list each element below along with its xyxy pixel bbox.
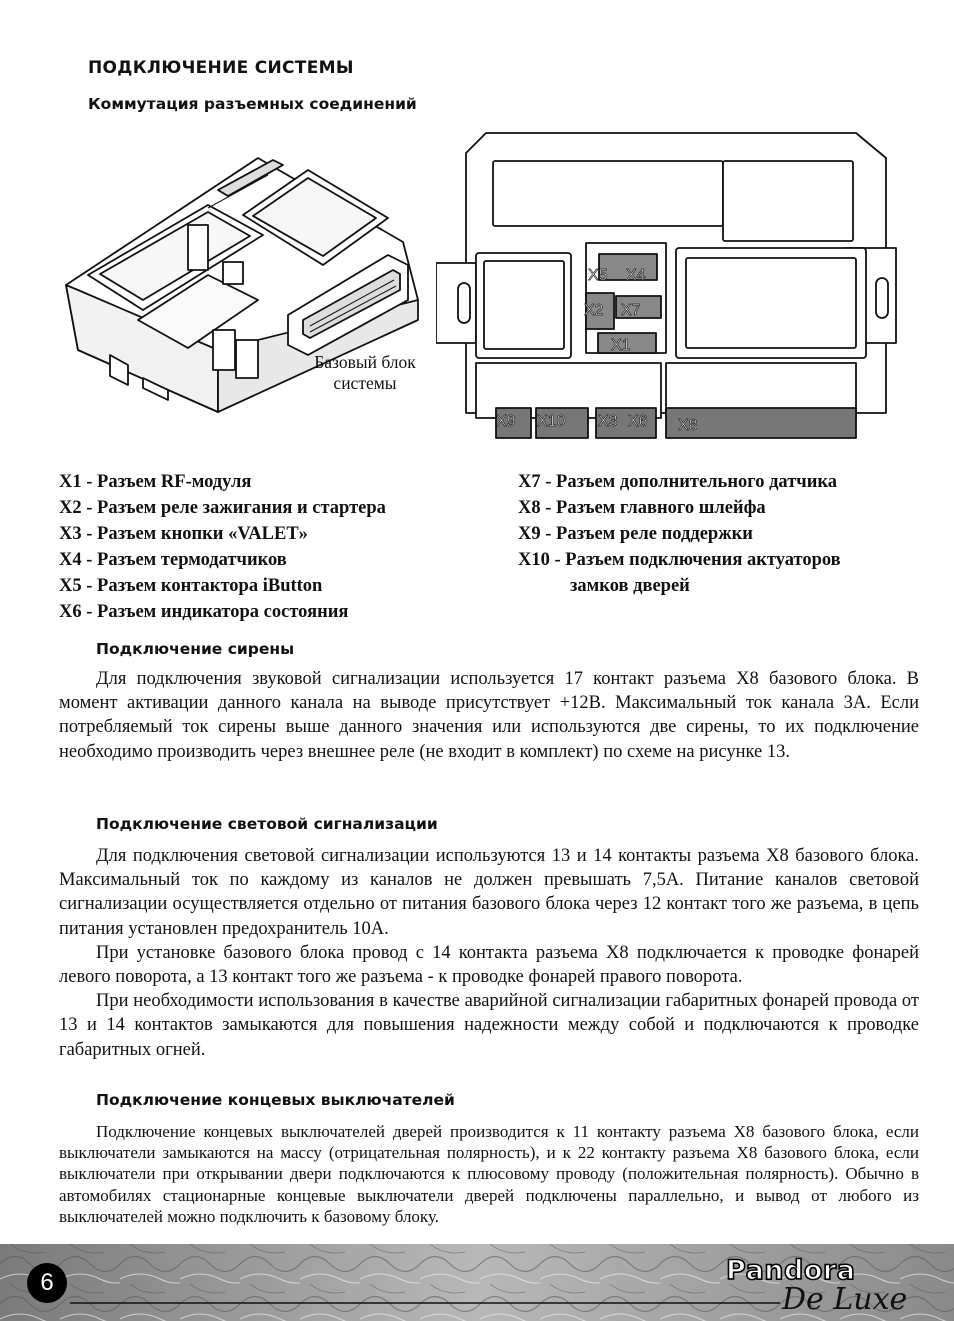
page-heading: ПОДКЛЮЧЕНИЕ СИСТЕМЫ xyxy=(88,58,354,78)
base-unit-front-view-illustration xyxy=(436,128,906,443)
legend-item: X5 - Разъем контактора iButton xyxy=(59,576,323,596)
connector-label-x5: X5 xyxy=(588,267,608,284)
paragraph: Для подключения световой сигнализации используются 13 и 14 контакты разъема X8 базового блока. Максимальный ток по каждому из каналов не должен превышать 7,5А. Питание каналов световой сигнализации осуществляется отдельно от питания базового блока через 12 контакт того же разъема, в цепь питания установлен предохранитель 10А. xyxy=(59,846,919,939)
section-title-siren: Подключение сирены xyxy=(96,640,295,658)
legend-item: X2 - Разъем реле зажигания и стартера xyxy=(59,498,386,518)
paragraph: Для подключения звуковой сигнализации используется 17 контакт разъема X8 базового блока. В момент активации данного канала на выводе присутствует +12В. Максимальный ток канала 3А. Если потребляемый ток сирены выше данного значения или используются две сирены, то их подключение необходимо производить через внешнее реле (не входит в комплект) по схеме на рисунке 13. xyxy=(59,669,919,762)
legend-item: X6 - Разъем индикатора состояния xyxy=(59,602,349,622)
connector-label-x7: X7 xyxy=(621,302,641,319)
brand-logo: Pandora xyxy=(726,1255,856,1286)
section-title-light-signal: Подключение световой сигнализации xyxy=(96,815,438,833)
legend-item: X4 - Разъем термодатчиков xyxy=(59,550,287,570)
connector-label-x9: X9 xyxy=(496,413,516,430)
paragraph: При установке базового блока провод с 14 контакта разъема X8 подключается к проводке фонарей левого поворота, а 13 контакт того же разъема - к проводке фонарей правого поворота. xyxy=(59,942,919,988)
legend-item: X1 - Разъем RF-модуля xyxy=(59,472,252,492)
caption-line-2: системы xyxy=(333,373,397,393)
figure-caption xyxy=(300,352,430,394)
caption-line-1: Базовый блок xyxy=(314,352,416,372)
section-subheading: Коммутация разъемных соединений xyxy=(88,95,417,113)
legend-item-continuation: замков дверей xyxy=(570,576,690,596)
connector-label-x2: X2 xyxy=(584,302,604,319)
connector-legend-right xyxy=(518,469,841,599)
paragraph: При необходимости использования в качестве аварийной сигнализации габаритных фонарей провода от 13 и 14 контактов замыкаются для повышения надежности между собой и подключаются к проводке габаритных огней. xyxy=(59,991,919,1060)
legend-item: X10 - Разъем подключения актуаторов xyxy=(518,550,841,570)
section-body-door-switches xyxy=(59,1121,919,1227)
connector-label-x6: X6 xyxy=(628,413,648,430)
connector-label-x3: X3 xyxy=(598,413,618,430)
section-body-light-signal xyxy=(59,844,919,1062)
paragraph: Подключение концевых выключателей дверей производится к 11 контакту разъема X8 базового блока, если выключатели замыкаются на массу (отрицательная полярность), и к 22 контакту разъема X8 базового блока, если выключатели при открывании двери подключаются к плюсовому проводу (положительная полярность). Обычно в автомобилях стационарные концевые выключатели дверей подключены параллельно, и вывод от любого из выключателей можно подключить к базовому блоку. xyxy=(59,1122,919,1226)
legend-item: X8 - Разъем главного шлейфа xyxy=(518,498,766,518)
page-number: 6 xyxy=(27,1263,67,1303)
connector-label-x1: X1 xyxy=(611,337,631,354)
section-title-door-switches: Подключение концевых выключателей xyxy=(96,1091,455,1109)
legend-item: X3 - Разъем кнопки «VALET» xyxy=(59,524,308,544)
connector-label-x4: X4 xyxy=(626,267,646,284)
connector-label-x8: X8 xyxy=(678,417,698,434)
connector-label-x10: X10 xyxy=(537,413,566,430)
connector-legend-left xyxy=(59,469,386,625)
brand-logo-subtitle: De Luxe xyxy=(782,1282,908,1317)
section-body-siren xyxy=(59,667,919,764)
legend-item: X7 - Разъем дополнительного датчика xyxy=(518,472,838,492)
legend-item: X9 - Разъем реле поддержки xyxy=(518,524,753,544)
